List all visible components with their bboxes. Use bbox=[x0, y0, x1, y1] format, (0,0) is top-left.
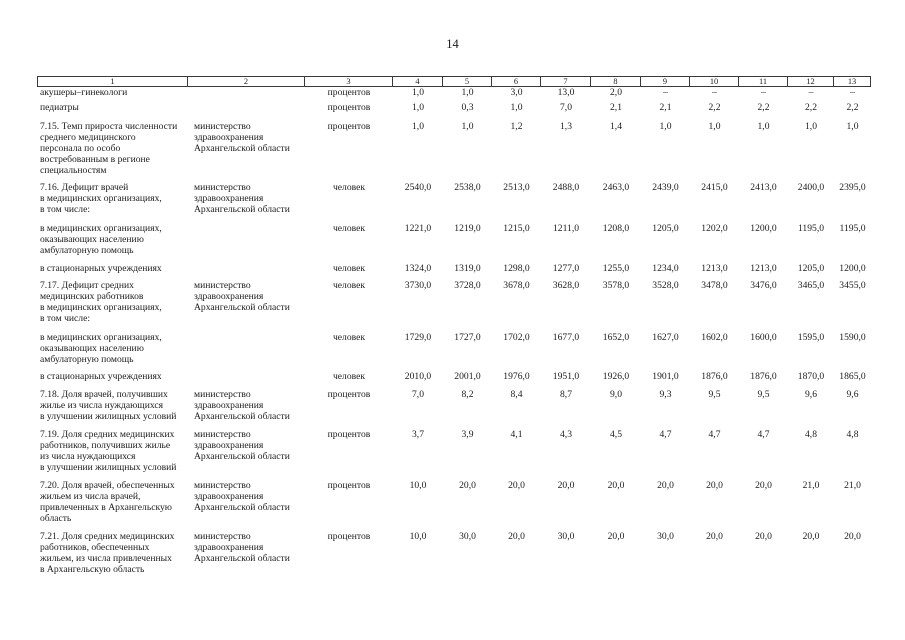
value-cell: 2,2 bbox=[846, 101, 859, 113]
table-row bbox=[37, 280, 871, 332]
value-cell: 2413,0 bbox=[750, 181, 777, 193]
indicator-line: амбулаторную помощь bbox=[40, 353, 134, 365]
value-cell: 2010,0 bbox=[404, 370, 432, 382]
responsible-line: Архангельской области bbox=[194, 203, 290, 215]
value-cell: 7,0 bbox=[560, 101, 572, 113]
value-cell: 3728,0 bbox=[454, 279, 481, 291]
responsible-line: министерство bbox=[194, 428, 251, 440]
responsible-line: министерство bbox=[194, 530, 251, 542]
indicator-line: в медицинских организациях, bbox=[40, 222, 162, 234]
indicator-line: в Архангельскую область bbox=[40, 563, 145, 575]
responsible-cell bbox=[188, 280, 305, 332]
value-cell: 1652,0 bbox=[602, 331, 630, 343]
value-cell: 1213,0 bbox=[750, 262, 777, 274]
unit-cell: человек bbox=[332, 331, 366, 343]
value-cell: 8,2 bbox=[461, 388, 474, 400]
responsible-line: здравоохранения bbox=[194, 290, 264, 302]
responsible-line: здравоохранения bbox=[194, 192, 264, 204]
value-cell: 21,0 bbox=[844, 479, 861, 491]
table-row bbox=[37, 223, 871, 263]
value-cell: 1602,0 bbox=[701, 331, 728, 343]
indicator-cell bbox=[37, 371, 188, 389]
responsible-cell bbox=[188, 121, 305, 182]
table-row bbox=[37, 531, 871, 581]
column-number-header: 4 bbox=[393, 77, 443, 86]
value-cell: 2,2 bbox=[708, 101, 721, 113]
value-cell: 2415,0 bbox=[701, 181, 728, 193]
value-cell: 1677,0 bbox=[552, 331, 580, 343]
value-cell: 1870,0 bbox=[797, 370, 825, 382]
value-cell: 20,0 bbox=[459, 479, 476, 491]
unit-cell: процентов bbox=[327, 388, 371, 400]
responsible-cell bbox=[188, 182, 305, 223]
responsible-line: здравоохранения bbox=[194, 399, 264, 411]
indicator-line: 7.15. Темп прироста численности bbox=[40, 120, 178, 132]
responsible-line: Архангельской области bbox=[194, 450, 290, 462]
responsible-line: министерство bbox=[194, 388, 251, 400]
indicator-cell bbox=[37, 480, 188, 531]
value-cell: 9,0 bbox=[610, 388, 622, 400]
value-cell: 1,0 bbox=[461, 86, 474, 98]
indicator-cell bbox=[37, 389, 188, 429]
responsible-line: здравоохранения bbox=[194, 541, 264, 553]
value-cell: 20,0 bbox=[706, 530, 723, 542]
responsible-line: министерство bbox=[194, 181, 251, 193]
responsible-cell bbox=[188, 389, 305, 429]
indicator-line: оказывающих населению bbox=[40, 342, 144, 354]
column-number-header: 13 bbox=[834, 77, 871, 86]
value-cell: 20,0 bbox=[508, 530, 525, 542]
column-number-header: 2 bbox=[188, 77, 305, 86]
indicator-line: в том числе: bbox=[40, 312, 91, 324]
value-cell: 3730,0 bbox=[404, 279, 432, 291]
value-cell: 20,0 bbox=[755, 479, 772, 491]
value-cell: 4,5 bbox=[610, 428, 622, 440]
value-cell: 4,7 bbox=[757, 428, 770, 440]
value-cell: 4,8 bbox=[805, 428, 817, 440]
value-cell: 1,0 bbox=[412, 86, 424, 98]
indicator-cell bbox=[37, 182, 188, 223]
value-cell: 1255,0 bbox=[602, 262, 630, 274]
value-cell: 9,5 bbox=[757, 388, 770, 400]
indicator-line: работников, получивших жилье bbox=[40, 439, 171, 451]
column-number-header: 8 bbox=[591, 77, 641, 86]
indicator-line: в медицинских организациях, bbox=[40, 301, 162, 313]
column-number-header: 9 bbox=[641, 77, 690, 86]
value-cell: – bbox=[712, 86, 717, 98]
indicator-line: в стационарных учреждениях bbox=[40, 370, 162, 382]
value-cell: 2439,0 bbox=[652, 181, 679, 193]
value-cell: 3455,0 bbox=[839, 279, 866, 291]
indicator-line: акушеры–гинекологи bbox=[40, 86, 128, 98]
value-cell: 4,1 bbox=[510, 428, 523, 440]
responsible-line: здравоохранения bbox=[194, 490, 264, 502]
value-cell: 1,0 bbox=[412, 101, 424, 113]
value-cell: 4,7 bbox=[659, 428, 672, 440]
value-cell: 2,0 bbox=[610, 86, 622, 98]
value-cell: 2463,0 bbox=[602, 181, 630, 193]
table-row bbox=[37, 182, 871, 223]
indicator-line: жилье из числа нуждающихся bbox=[40, 399, 164, 411]
responsible-line: министерство bbox=[194, 120, 251, 132]
indicator-line: 7.19. Доля средних медицинских bbox=[40, 428, 175, 440]
indicator-line: 7.20. Доля врачей, обеспеченных bbox=[40, 479, 175, 491]
value-cell: 1213,0 bbox=[701, 262, 728, 274]
value-cell: 1976,0 bbox=[503, 370, 530, 382]
responsible-cell bbox=[188, 263, 305, 280]
value-cell: 9,3 bbox=[659, 388, 672, 400]
value-cell: 1277,0 bbox=[552, 262, 580, 274]
value-cell: 20,0 bbox=[657, 479, 674, 491]
value-cell: 1,0 bbox=[659, 120, 672, 132]
value-cell: 2395,0 bbox=[839, 181, 866, 193]
value-cell: 9,6 bbox=[846, 388, 859, 400]
indicator-cell bbox=[37, 223, 188, 263]
value-cell: 3478,0 bbox=[701, 279, 728, 291]
value-cell: 1219,0 bbox=[454, 222, 481, 234]
value-cell: 1600,0 bbox=[750, 331, 777, 343]
responsible-cell bbox=[188, 531, 305, 581]
value-cell: 20,0 bbox=[607, 479, 625, 491]
value-cell: 30,0 bbox=[657, 530, 674, 542]
indicator-line: в стационарных учреждениях bbox=[40, 262, 162, 274]
value-cell: 1590,0 bbox=[839, 331, 866, 343]
indicator-line: востребованным в регионе bbox=[40, 153, 150, 165]
value-cell: 0,3 bbox=[461, 101, 474, 113]
value-cell: 1926,0 bbox=[602, 370, 630, 382]
responsible-cell bbox=[188, 480, 305, 531]
responsible-cell bbox=[188, 332, 305, 371]
indicator-line: жильем из числа врачей, bbox=[40, 490, 141, 502]
value-cell: 1595,0 bbox=[797, 331, 825, 343]
table-row bbox=[37, 87, 871, 102]
value-cell: 3465,0 bbox=[797, 279, 825, 291]
value-cell: 1234,0 bbox=[652, 262, 679, 274]
value-cell: 20,0 bbox=[508, 479, 525, 491]
table-row bbox=[37, 102, 871, 121]
value-cell: 1208,0 bbox=[602, 222, 630, 234]
value-cell: 2513,0 bbox=[503, 181, 530, 193]
value-cell: 3,0 bbox=[510, 86, 523, 98]
value-cell: 1,0 bbox=[757, 120, 770, 132]
unit-cell: процентов bbox=[327, 101, 371, 113]
unit-cell: процентов bbox=[327, 86, 371, 98]
value-cell: 3578,0 bbox=[602, 279, 630, 291]
table-row bbox=[37, 121, 871, 182]
value-cell: 8,7 bbox=[560, 388, 572, 400]
value-cell: 1,0 bbox=[708, 120, 721, 132]
value-cell: – bbox=[663, 86, 668, 98]
value-cell: 20,0 bbox=[755, 530, 772, 542]
value-cell: 4,7 bbox=[708, 428, 721, 440]
value-cell: – bbox=[808, 86, 814, 98]
value-cell: 8,4 bbox=[510, 388, 523, 400]
value-cell: 1876,0 bbox=[701, 370, 728, 382]
value-cell: 1200,0 bbox=[750, 222, 777, 234]
column-number-header: 7 bbox=[541, 77, 591, 86]
value-cell: 1,4 bbox=[610, 120, 622, 132]
unit-cell: процентов bbox=[327, 479, 371, 491]
value-cell: 2538,0 bbox=[454, 181, 481, 193]
indicator-cell bbox=[37, 531, 188, 581]
responsible-line: Архангельской области bbox=[194, 301, 290, 313]
responsible-cell bbox=[188, 223, 305, 263]
indicator-line: педиатры bbox=[40, 101, 79, 113]
value-cell: 2488,0 bbox=[552, 181, 580, 193]
value-cell: 10,0 bbox=[409, 479, 427, 491]
column-number-header: 6 bbox=[492, 77, 541, 86]
responsible-cell bbox=[188, 429, 305, 480]
value-cell: 1211,0 bbox=[552, 222, 580, 234]
value-cell: 2,1 bbox=[610, 101, 622, 113]
indicator-line: 7.16. Дефицит врачей bbox=[40, 181, 129, 193]
indicator-line: в медицинских организациях, bbox=[40, 331, 162, 343]
indicator-line: специальностям bbox=[40, 164, 107, 176]
column-number-header: 1 bbox=[37, 77, 188, 86]
value-cell: – bbox=[761, 86, 766, 98]
value-cell: 2001,0 bbox=[454, 370, 481, 382]
indicator-line: в медицинских организациях, bbox=[40, 192, 162, 204]
value-cell: 3,9 bbox=[461, 428, 474, 440]
value-cell: 3628,0 bbox=[552, 279, 580, 291]
value-cell: 1901,0 bbox=[652, 370, 679, 382]
value-cell: 1205,0 bbox=[652, 222, 679, 234]
value-cell: 1727,0 bbox=[454, 331, 481, 343]
indicator-line: среднего медицинского bbox=[40, 131, 136, 143]
table-row bbox=[37, 263, 871, 280]
indicator-line: 7.17. Дефицит средних bbox=[40, 279, 134, 291]
unit-cell: процентов bbox=[327, 120, 371, 132]
value-cell: 1,0 bbox=[510, 101, 523, 113]
responsible-line: Архангельской области bbox=[194, 142, 290, 154]
indicator-line: медицинских работников bbox=[40, 290, 144, 302]
indicator-line: амбулаторную помощь bbox=[40, 244, 134, 256]
indicator-line: из числа нуждающихся bbox=[40, 450, 136, 462]
unit-cell: человек bbox=[332, 370, 366, 382]
column-number-header: 12 bbox=[788, 77, 834, 86]
indicator-cell bbox=[37, 121, 188, 182]
responsible-line: Архангельской области bbox=[194, 410, 290, 422]
indicator-cell bbox=[37, 87, 188, 102]
page-number: 14 bbox=[446, 37, 459, 51]
indicator-cell bbox=[37, 102, 188, 121]
value-cell: 1627,0 bbox=[652, 331, 679, 343]
unit-cell: человек bbox=[332, 222, 366, 234]
indicator-line: 7.21. Доля средних медицинских bbox=[40, 530, 175, 542]
column-number-header: 5 bbox=[443, 77, 492, 86]
value-cell: 3678,0 bbox=[503, 279, 530, 291]
responsible-line: Архангельской области bbox=[194, 501, 290, 513]
indicator-cell bbox=[37, 332, 188, 371]
value-cell: 2,2 bbox=[805, 101, 817, 113]
value-cell: 10,0 bbox=[409, 530, 427, 542]
indicator-line: в улучшении жилищных условий bbox=[40, 461, 177, 473]
table-body bbox=[37, 87, 871, 581]
responsible-line: здравоохранения bbox=[194, 439, 264, 451]
value-cell: 1195,0 bbox=[839, 222, 866, 234]
table-row bbox=[37, 332, 871, 371]
value-cell: 20,0 bbox=[706, 479, 723, 491]
value-cell: 1319,0 bbox=[454, 262, 481, 274]
indicator-line: работников, обеспеченных bbox=[40, 541, 150, 553]
value-cell: 1,2 bbox=[510, 120, 523, 132]
responsible-cell bbox=[188, 87, 305, 102]
value-cell: 20,0 bbox=[802, 530, 820, 542]
value-cell: 2,1 bbox=[659, 101, 672, 113]
value-cell: 4,3 bbox=[560, 428, 572, 440]
value-cell: 1,0 bbox=[805, 120, 817, 132]
value-cell: 13,0 bbox=[557, 86, 575, 98]
value-cell: 1729,0 bbox=[404, 331, 432, 343]
value-cell: 1702,0 bbox=[503, 331, 530, 343]
indicator-line: оказывающих населению bbox=[40, 233, 144, 245]
value-cell: 1221,0 bbox=[404, 222, 432, 234]
responsible-line: здравоохранения bbox=[194, 131, 264, 143]
indicator-line: в улучшении жилищных условий bbox=[40, 410, 177, 422]
indicator-line: персонала по особо bbox=[40, 142, 121, 154]
value-cell: 30,0 bbox=[459, 530, 476, 542]
value-cell: 1,3 bbox=[560, 120, 572, 132]
responsible-cell bbox=[188, 371, 305, 389]
value-cell: 1876,0 bbox=[750, 370, 777, 382]
table-row bbox=[37, 389, 871, 429]
value-cell: 2,2 bbox=[757, 101, 770, 113]
indicator-cell bbox=[37, 429, 188, 480]
value-cell: 1298,0 bbox=[503, 262, 530, 274]
value-cell: 2540,0 bbox=[404, 181, 432, 193]
unit-cell: процентов bbox=[327, 428, 371, 440]
value-cell: 1951,0 bbox=[552, 370, 580, 382]
value-cell: 1205,0 bbox=[797, 262, 825, 274]
table-header-row bbox=[37, 76, 871, 87]
value-cell: 20,0 bbox=[607, 530, 625, 542]
value-cell: 20,0 bbox=[557, 479, 575, 491]
value-cell: 20,0 bbox=[844, 530, 861, 542]
responsible-line: Архангельской области bbox=[194, 552, 290, 564]
value-cell: 7,0 bbox=[412, 388, 424, 400]
responsible-cell bbox=[188, 102, 305, 121]
column-number-header: 3 bbox=[305, 77, 393, 86]
unit-cell: человек bbox=[332, 279, 366, 291]
value-cell: 1215,0 bbox=[503, 222, 530, 234]
unit-cell: процентов bbox=[327, 530, 371, 542]
column-number-header: 11 bbox=[739, 77, 788, 86]
value-cell: 1865,0 bbox=[839, 370, 866, 382]
value-cell: 3528,0 bbox=[652, 279, 679, 291]
indicator-cell bbox=[37, 280, 188, 332]
indicator-line: область bbox=[40, 512, 72, 524]
value-cell: 9,6 bbox=[805, 388, 817, 400]
value-cell: 1195,0 bbox=[797, 222, 825, 234]
value-cell: 1,0 bbox=[461, 120, 474, 132]
unit-cell: человек bbox=[332, 262, 366, 274]
value-cell: 1202,0 bbox=[701, 222, 728, 234]
table-row bbox=[37, 371, 871, 389]
value-cell: 3,7 bbox=[412, 428, 424, 440]
column-number-header: 10 bbox=[690, 77, 739, 86]
value-cell: 1,0 bbox=[412, 120, 424, 132]
value-cell: 21,0 bbox=[802, 479, 820, 491]
indicator-line: 7.18. Доля врачей, получивших bbox=[40, 388, 168, 400]
value-cell: 4,8 bbox=[846, 428, 859, 440]
value-cell: – bbox=[850, 86, 855, 98]
value-cell: 1200,0 bbox=[839, 262, 866, 274]
responsible-line: министерство bbox=[194, 479, 251, 491]
indicator-line: в том числе: bbox=[40, 203, 91, 215]
value-cell: 1,0 bbox=[846, 120, 859, 132]
indicator-line: жильем, из числа привлеченных bbox=[40, 552, 172, 564]
table-row bbox=[37, 429, 871, 480]
value-cell: 30,0 bbox=[557, 530, 575, 542]
indicator-cell bbox=[37, 263, 188, 280]
value-cell: 2400,0 bbox=[797, 181, 825, 193]
responsible-line: министерство bbox=[194, 279, 251, 291]
value-cell: 3476,0 bbox=[750, 279, 777, 291]
unit-cell: человек bbox=[332, 181, 366, 193]
indicator-line: привлеченных в Архангельскую bbox=[40, 501, 172, 513]
value-cell: 9,5 bbox=[708, 388, 721, 400]
value-cell: 1324,0 bbox=[404, 262, 432, 274]
table-row bbox=[37, 480, 871, 531]
